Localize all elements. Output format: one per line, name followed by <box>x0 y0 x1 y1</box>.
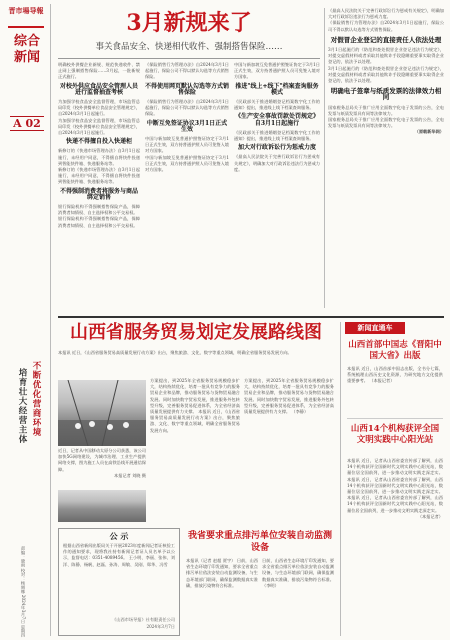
masthead-rule <box>50 4 51 636</box>
article-right-para-1b: 3月1日起施行的《防范和查处假冒企业登记违法行为规定》，对提交虚假材料或者采取其他欺诈手段隐瞒重要事实取得企业登记的，依法予以处理。 <box>328 65 444 84</box>
right-column-rule <box>324 8 325 308</box>
bottom-article-col-2 <box>262 558 334 634</box>
article-left-heading-1: 对校外供应食品安全管理人员进行监督抽查考核 <box>59 82 138 96</box>
notice-date: 2024年3月7日 <box>146 624 175 629</box>
main-headline-lead-text: 本报讯 近日，《山西省服务贸易高质量发展行动方案》出台，聚焦旅游、文化、数字等重点领域，明确全省服务贸易发展方向。 <box>58 350 292 355</box>
bottom-article-col-1 <box>186 558 258 634</box>
photo-illustration <box>58 380 146 446</box>
notice-names: 王小明、李丽、张伟、刘洋、陈静、杨帆、赵磊、孙涛、周敏、吴刚、郑华、冯雪 <box>63 555 175 567</box>
section-title: 综合新闻 <box>13 34 40 65</box>
article-right <box>328 8 444 308</box>
news-box-item2-body <box>347 458 443 628</box>
article-left-para-1: 为加强学校食品安全监督管理，市场监管总局印发《校外供餐单位食品安全管理规定》，自2024年3月1日起施行。 <box>58 99 140 117</box>
news-box-item1-sign: （本报记者） <box>369 378 395 384</box>
article-right-heading-2: 明确电子签章与纸质发票的法律效力相同 <box>330 87 442 102</box>
bottom-article-byline: 本报讯（记者 赵超 贾宇） <box>186 558 236 563</box>
main-article-body-2b: 本报讯 近日，《山西省服务贸易高质量发展行动方案》出台，聚焦旅游、文化、数字等重点领域，明确全省服务贸易发展方向。 <box>150 409 240 433</box>
article-right-intro-b: 《保险销售行为管理办法》自2024年3月1日起施行，保险公司不得以默认勾选等方式销售保险。 <box>328 20 444 32</box>
photo-caption-text: 近日，记者从中国移动太原分公司获悉，该公司加快5G网络建设，为城市治理、工业生产提供网络支撑，图为施工人员在高铁沿线开展通信保障。 <box>58 448 146 472</box>
bottom-article-body-2: 日前，山西省生态环境厅印发通知，要求全省重点排污单位依法安装自动监测设备，与生态环境部门联网，确保监测数据真实准确，排放污染物符合标准。 <box>262 558 334 582</box>
news-box-item1-title: 山西首部中国志《晋阳中国大省》出版 <box>348 340 442 361</box>
article-middle-heading-1: 不得使用网页默认勾选等方式销售保险 <box>145 82 229 96</box>
news-photo-2 <box>58 490 146 522</box>
article-left-para-2b: 新修订的《快递市场管理办法》自3月1日起施行，未经用户同意，不得擅自将快件投递到智能快件箱、快递服务站等。 <box>58 167 140 185</box>
edition-info: 责编：晓雨 校对：杨丽娜 2024年3月7日 星期四 <box>21 546 26 638</box>
bottom-article-title: 我省要求重点排污单位安装自动监测设备 <box>187 531 332 553</box>
headline-title: 3月新规来了 <box>126 10 252 36</box>
vertical-slogan-2: 培育壮大经营主体 <box>17 368 27 444</box>
article-right-para-2b: 国家税务总局关于推广应用全面数字化电子发票的公告，全电发票与纸质发票具有同等法律效力。 <box>328 117 444 129</box>
news-photo <box>58 380 146 446</box>
notice-body-text: 根据山西省新闻出版局关于开展2023年度新闻记者证核验工作的通知要求，现将我社持有新闻记者证人员名单予以公示，监督电话：0351-4089456。 <box>63 543 175 561</box>
article-middle-para-2b: 中国与新加坡互免普通护照签证协定于3月1日正式生效，双方持普通护照人员可免签入境对方国家。 <box>145 154 229 173</box>
notice-box <box>58 528 180 636</box>
article-right-intro: 《最高人民法院关于完善行政诉讼行为惩戒有关规定》，明确加大对行政诉讼违法行为惩戒力度。 <box>328 8 444 20</box>
article-mr-heading-3: 推进"线上+线下"档案查询服务模式 <box>235 82 319 96</box>
main-article-signature: （李静） <box>291 409 309 415</box>
masthead-divider <box>8 26 44 28</box>
article-middle-right <box>234 62 320 312</box>
headline-subtitle: 事关食品安全、快递相代收件、强制搭售保险…… <box>95 42 283 52</box>
article-left-heading-3: 不得强制消费者将服务与商品绑定销售 <box>59 187 138 201</box>
news-box-label: 新闻直通车 <box>345 322 405 334</box>
news-box-item2-sign: （本报记者） <box>417 513 443 519</box>
newspaper-logo: 晋市場导報 <box>8 6 44 15</box>
article-left-heading-2: 快递不得擅自投入快递柜 <box>65 138 132 146</box>
article-mr-para-4: 《民政部关于推进婚姻登记档案数字化工作的通知》提出，推进线上线下档案查询服务。 <box>234 129 320 142</box>
article-left-para-2: 新修订的《快递市场管理办法》自3月1日起施行，未经用户同意，不得擅自将快件投递到智能快件箱、快递服务站等。 <box>58 148 140 166</box>
vertical-slogan-1: 不断优化营商环境 <box>31 361 41 437</box>
article-right-source: （原载新华网） <box>414 129 444 135</box>
article-mr-para-0: 中国与新加坡互免普通护照签证协定于3月1日正式生效，双方持普通护照人员可免签入境对方国家。 <box>234 62 320 80</box>
article-mr-heading-5: 加大对行政诉讼行为惩戒力度 <box>237 144 316 152</box>
article-left <box>58 62 140 312</box>
article-right-para-1: 3月1日起施行的《防范和查处假冒企业登记违法行为规定》，对提交虚假材料或者采取其他欺诈手段隐瞒重要事实取得企业登记的，依法予以处理。 <box>328 47 444 65</box>
headline-rule <box>58 58 320 59</box>
article-left-intro: 明确校外供餐企业新规、规范快递收件、禁止网上强制搭售保险……3月起，一批新规正式施行。 <box>58 62 140 80</box>
main-headline-title: 山西省服务贸易划定发展路线图 <box>70 322 322 343</box>
article-middle-para-1: 《保险销售行为管理办法》自2024年3月1日起施行，保险公司不得以默认勾选等方式销售保险。 <box>145 99 229 117</box>
article-middle <box>145 62 229 312</box>
main-article-col-3 <box>244 378 334 518</box>
news-box-item1-body-text: 本报讯 近日，山西首部中国志出版，全书分七篇，系统梳理山西历史文化资源，为研究地方文化提供重要参考。 <box>347 366 443 384</box>
news-box-item2-body-text-c: 本报讯 近日，记者从山西省委宣传部了解到，山西14个机构获评全国新时代文明实践中心阳光站，数量位居全国前列，进一步推动文明实践走深走实。 <box>347 495 443 513</box>
news-box <box>340 322 445 636</box>
photo-credit: 本报记者 刘晓 摄 <box>114 472 146 478</box>
news-box-item1-body <box>347 366 443 414</box>
article-right-para-2: 国家税务总局关于推广应用全面数字化电子发票的公告，全电发票与纸质发票具有同等法律效力。 <box>328 104 444 116</box>
article-middle-para-0: 《保险销售行为管理办法》自2024年3月1日起施行，保险公司不得以默认勾选等方式销售保险。 <box>145 62 229 80</box>
article-middle-heading-2: 中断互免签证协议3月1日正式生效 <box>146 119 228 133</box>
article-mr-para-3: 《民政部关于推进婚姻登记档案数字化工作的通知》提出，推进线上线下档案查询服务。 <box>234 99 320 111</box>
article-left-para-3: 银行保险机构不得强制搭售保险产品，保障消费者知情权、自主选择权和公平交易权。 <box>58 204 140 216</box>
notice-title: 公 示 <box>109 531 129 541</box>
article-left-para-1b: 为加强学校食品安全监督管理，市场监管总局印发《校外供餐单位食品安全管理规定》，自2024年3月1日起施行。 <box>58 117 140 136</box>
bottom-article-signature: （李明） <box>262 582 279 588</box>
news-box-item2-body-text-b: 本报讯 近日，记者从山西省委宣传部了解到，山西14个机构获评全国新时代文明实践中心阳光站，数量位居全国前列，进一步推动文明实践走深走实。 <box>347 476 443 495</box>
news-box-item2-body-text: 本报讯 近日，记者从山西省委宣传部了解到，山西14个机构获评全国新时代文明实践中心阳光站，数量位居全国前列，进一步推动文明实践走深走实。 <box>347 458 443 476</box>
page-code: A 02 <box>10 116 44 131</box>
article-left-para-3b: 银行保险机构不得强制搭售保险产品，保障消费者知情权、自主选择权和公平交易权。 <box>58 216 140 228</box>
article-right-heading-1: 对假冒企业登记的直接责任人依法处理 <box>330 35 442 44</box>
notice-org: 《山西市场导报》社有限责任公司 <box>112 617 175 622</box>
main-section-top-rule <box>58 316 444 318</box>
main-article-body-3: 方案提出，到2025年全省服务贸易规模稳步扩大，结构持续优化，培育一批具有竞争力的服务贸易企业和品牌，推动服务贸易与货物贸易融合发展。同时加快数字贸易发展，推进服务外包转型升级，完善服务贸易促进体系，为全省经济高质量发展提供有力支撑。 <box>244 378 334 415</box>
masthead <box>6 6 46 640</box>
main-article-body-2: 方案提出，到2025年全省服务贸易规模稳步扩大，结构持续优化，培育一批具有竞争力的服务贸易企业和品牌，推动服务贸易与货物贸易融合发展。同时加快数字贸易发展，推进服务外包转型升级，完善服务贸易促进体系，为全省经济高质量发展提供有力支撑。 <box>150 378 240 415</box>
notice-body <box>63 543 175 599</box>
main-article-col-2 <box>150 378 240 518</box>
bottom-article-body-1: 日前，山西省生态环境厅印发通知，要求全省重点排污单位依法安装自动监测设备，与生态环境部门联网，确保监测数据真实准确，排放污染物符合标准。 <box>186 558 258 588</box>
main-headline-lead <box>58 350 334 376</box>
news-box-item2-title: 山西14个机构获评全国文明实践中心阳光站 <box>350 424 440 445</box>
article-middle-para-2: 中国与新加坡互免普通护照签证协定于3月1日正式生效，双方持普通护照人员可免签入境对方国家。 <box>145 136 229 154</box>
photo-caption <box>58 448 146 488</box>
news-box-divider <box>347 418 443 419</box>
article-mr-para-5: 《最高人民法院关于完善行政诉讼行为惩戒有关规定》，明确加大对行政诉讼违法行为惩戒力度。 <box>234 154 320 172</box>
article-mr-heading-4: 《生产安全事故罚款处罚规定》自3月1日起施行 <box>234 113 319 127</box>
